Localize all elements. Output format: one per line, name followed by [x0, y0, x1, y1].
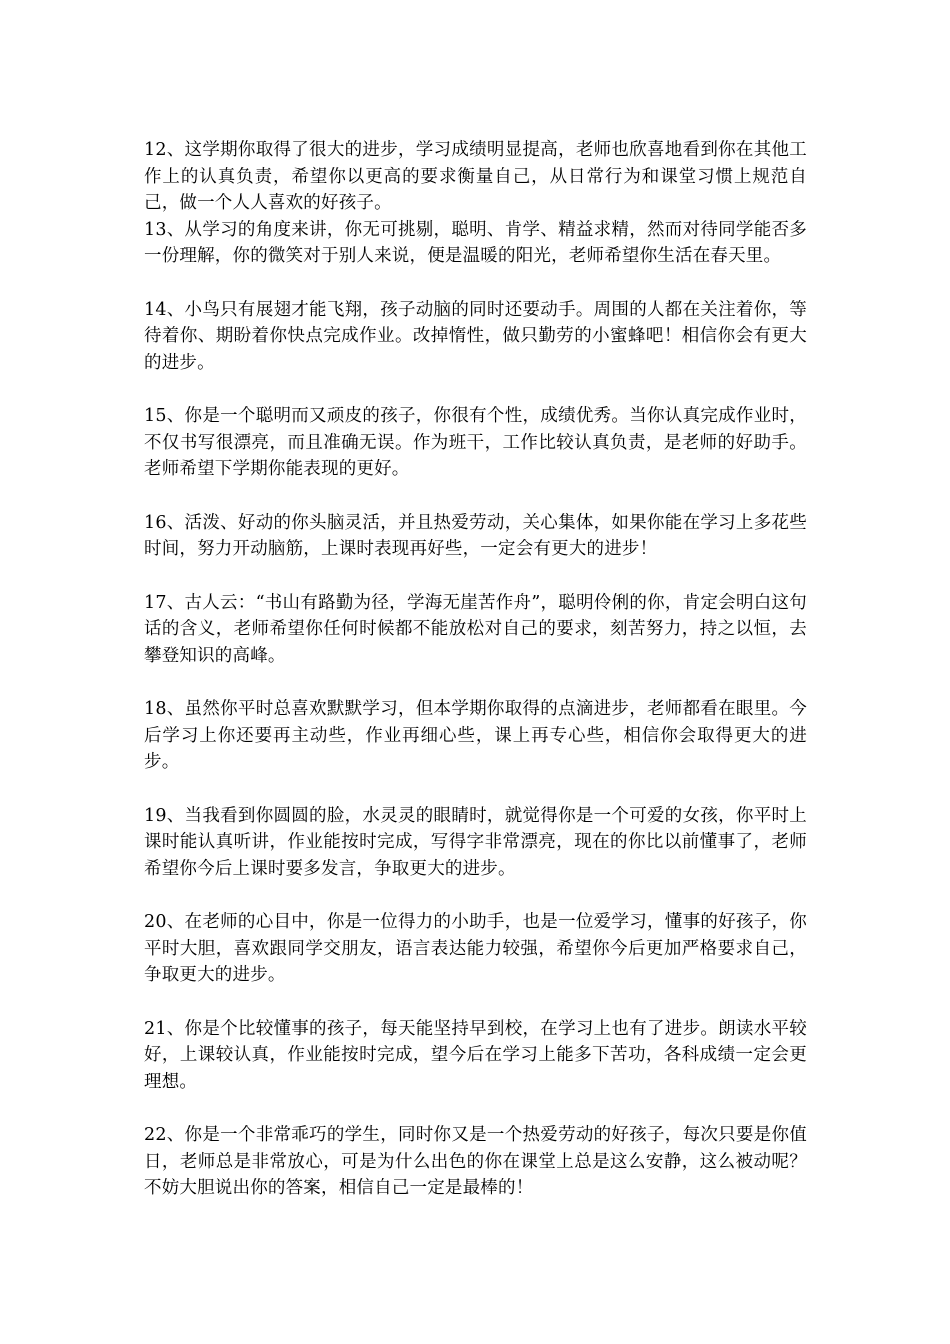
comment-paragraph-21: 21、你是个比较懂事的孩子，每天能坚持早到校，在学习上也有了进步。朗读水平较好，上课较认真，作业能按时完成，望今后在学习上能多下苦功，各科成绩一定会更理想。 — [144, 1018, 807, 1092]
comment-paragraph-12: 12、这学期你取得了很大的进步，学习成绩明显提高，老师也欣喜地看到你在其他工作上的认真负责，希望你以更高的要求衡量自己，从日常行为和课堂习惯上规范自己，做一个人人喜欢的好孩子。 — [144, 140, 807, 213]
comment-paragraph-19: 19、当我看到你圆圆的脸，水灵灵的眼睛时，就觉得你是一个可爱的女孩，你平时上课时能认真听讲，作业能按时完成，写得字非常漂亮，现在的你比以前懂事了，老师希望你今后上课时要多发言，争取更大的进步。 — [144, 805, 807, 879]
comment-paragraph-20: 20、在老师的心目中，你是一位得力的小助手，也是一位爱学习，懂事的好孩子，你平时大胆，喜欢跟同学交朋友，语言表达能力较强，希望你今后更加严格要求自己，争取更大的进步。 — [144, 912, 807, 985]
comment-paragraph-18: 18、虽然你平时总喜欢默默学习，但本学期你取得的点滴进步，老师都看在眼里。今后学习上你还要再主动些，作业再细心些，课上再专心些，相信你会取得更大的进步。 — [144, 699, 807, 772]
comment-paragraph-14: 14、小鸟只有展翅才能飞翔，孩子动脑的同时还要动手。周围的人都在关注着你，等待着你、期盼着你快点完成作业。改掉惰性，做只勤劳的小蜜蜂吧！相信你会有更大的进步。 — [144, 299, 807, 373]
comment-paragraph-13: 13、从学习的角度来讲，你无可挑剔，聪明、肯学、精益求精，然而对待同学能否多一份理解，你的微笑对于别人来说，便是温暖的阳光，老师希望你生活在春天里。 — [144, 219, 807, 266]
comment-paragraph-22: 22、你是一个非常乖巧的学生，同时你又是一个热爱劳动的好孩子，每次只要是你值日，老师总是非常放心，可是为什么出色的你在课堂上总是这么安静，这么被动呢？不妨大胆说出你的答案，相信自己一定是最棒的！ — [144, 1125, 807, 1198]
comment-paragraph-16: 16、活泼、好动的你头脑灵活，并且热爱劳动，关心集体，如果你能在学习上多花些时间，努力开动脑筋，上课时表现再好些，一定会有更大的进步！ — [144, 512, 807, 559]
comment-list — [144, 137, 807, 1202]
comment-paragraph-17: 17、古人云：“书山有路勤为径，学海无崖苦作舟”，聪明伶俐的你，肯定会明白这句话的含义，老师希望你任何时候都不能放松对自己的要求，刻苦努力，持之以恒，去攀登知识的高峰。 — [144, 592, 807, 666]
comment-paragraph-15: 15、你是一个聪明而又顽皮的孩子，你很有个性，成绩优秀。当你认真完成作业时，不仅书写很漂亮，而且准确无误。作为班干，工作比较认真负责，是老师的好助手。老师希望下学期你能表现的更好。 — [144, 406, 807, 479]
